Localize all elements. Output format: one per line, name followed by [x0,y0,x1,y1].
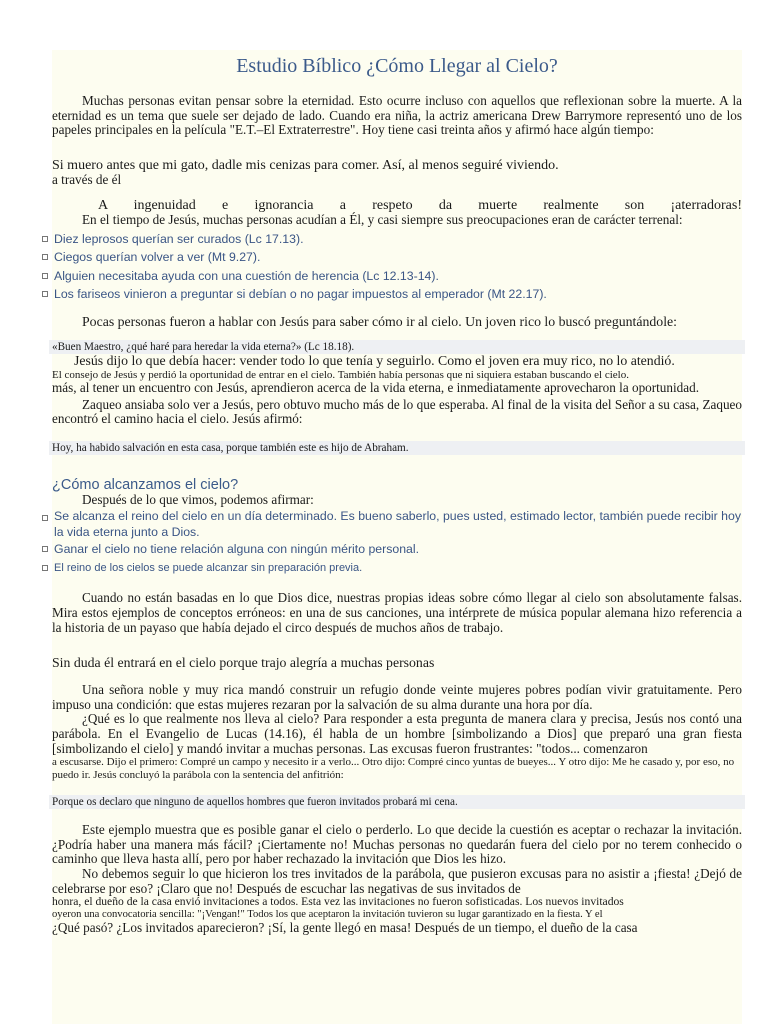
checkbox-glyph-icon [42,515,48,521]
paragraph-false-ideas: Cuando no están basadas en lo que Dios dice, nuestras propias ideas sobre cómo llegar al cielo son absolutamente falsas. Mira estos ejemplos de conceptos erróneos: en una de sus canciones, una intérprete de música popular alemana hizo referencia a la historia de un payaso que había dejado el circo después de muchos años de trabajo. [52,590,742,635]
quote-rich-young-man: «Buen Maestro, ¿qué haré para heredar la vida eterna?» (Lc 18.18). [49,340,745,354]
paragraph-few-people: Pocas personas fueron a hablar con Jesús para saber cómo ir al cielo. Un joven rico lo buscó preguntándole: [82,313,677,329]
checkbox-glyph-icon [42,236,48,242]
quote-barrymore-line1: Si muero antes que mi gato, dadle mis cenizas para comer. Así, al menos seguiré viviendo. [52,157,559,173]
list-how-to-reach [52,509,742,577]
paragraph-excuses: a escusarse. Dijo el primero: Compré un campo y necesito ir a verlo... Otro dijo: Compré cinco yuntas de bueyes... Y otro dijo: Me he casado y, por eso, no puedo ir. Jesús concluyó la parábola con la sentencia del anfitrión: [52,756,735,781]
paragraph-host-invites: honra, el dueño de la casa envió invitaciones a todos. Esta vez las invitaciones no fueron sofisticadas. Los nuevos invitados [52,895,624,909]
quote-salvation: Hoy, ha habido salvación en esta casa, porque también este es hijo de Abraham. [49,441,745,455]
list-item: Se alcanza el reino del cielo en un día determinado. Es bueno saberlo, pues usted, estimado lector, también puede recibir hoy la vida eterna junto a Dios. [42,509,742,540]
paragraph-jesus-time: En el tiempo de Jesús, muchas personas acudían a Él, y casi siempre sus preocupaciones eran de carácter terrenal: [82,212,683,228]
list-item: Ganar el cielo no tiene relación alguna con ningún mérito personal. [42,540,742,559]
paragraph-we-can-affirm: Después de lo que vimos, podemos afirmar: [82,491,314,507]
quote-barrymore-line2: a través de él [52,171,122,187]
paragraph-parable: ¿Qué es lo que realmente nos lleva al cielo? Para responder a esta pregunta de manera clara y precisa, Jesús nos contó una parábola. En el Evangelio de Lucas (14.16), él habla de un hombre [simbolizando a Dios] que preparó una gran fiesta [simbolizando el cielo] y mandó invitar a muchas personas. Las excusas fueron frustrantes: "todos... comenzaron [52,711,742,756]
document-page [52,50,742,1024]
list-item: Diez leprosos querían ser curados (Lc 17.13). [42,230,742,249]
paragraph-ignorance: A ingenuidad e ignorancia a respeto da muerte realmente son ¡aterradoras! [98,198,742,214]
paragraph-simple-call: oyeron una convocatoria sencilla: "¡Vengan!" Todos los que aceptaron la invitación tuvieron su lugar garantizado en la fiesta. Y el [52,908,603,920]
paragraph-learned-eternal-life: más, al tener un encuentro con Jesús, aprendieron acerca de la vida eterna, e inmediatamente aprovecharon la oportunidad. [52,380,699,396]
list-item: Los fariseos vinieron a preguntar si debían o no pagar impuestos al emperador (Mt 22.17). [42,285,742,304]
paragraph-noble-lady: Una señora noble y muy rica mandó construir un refugio donde veinte mujeres pobres podían vivir gratuitamente. Pero impuso una condición: que estas mujeres rezaran por la salvación de su alma durante una hora por día. [52,682,742,712]
paragraph-what-happened: ¿Qué pasó? ¿Los invitados aparecieron? ¡Sí, la gente llegó en masa! Después de un tiempo, el dueño de la casa [52,920,638,936]
list-item: El reino de los cielos se puede alcanzar sin preparación previa. [42,559,742,578]
paragraph-three-guests: No debemos seguir lo que hicieron los tres invitados de la parábola, que pusieron excusas para no asistir a ¡fiesta! ¿Dejó de celebrarse por eso? ¡Claro que no! Después de escuchar las negativas de sus invitados de [52,865,742,896]
quote-clown: Sin duda él entrará en el cielo porque trajo alegría a muchas personas [52,655,435,671]
list-item: Alguien necesitaba ayuda con una cuestión de herencia (Lc 12.13-14). [42,267,742,286]
paragraph-zaqueo: Zaqueo ansiaba solo ver a Jesús, pero obtuvo mucho más de lo que esperaba. Al final de la visita del Señor a su casa, Zaqueo encontró el camino hacia el cielo. Jesús afirmó: [52,396,742,427]
paragraph-jesus-said: Jesús dijo lo que debía hacer: vender todo lo que tenía y seguirlo. Como el joven era muy rico, no lo atendió. [74,352,675,368]
list-item: Ciegos querían volver a ver (Mt 9.27). [42,248,742,267]
list-earthly-concerns [52,230,742,304]
checkbox-glyph-icon [42,273,48,279]
section-heading: ¿Cómo alcanzamos el cielo? [52,476,239,493]
paragraph-example: Este ejemplo muestra que es posible ganar el cielo o perderlo. Lo que decide la cuestión es aceptar o rechazar la invitación. ¿Podría haber una manera más fácil? ¡Ciertamente no! Muchas personas no quedarán fuera del cielo por no terem conhecido o caminho que lleva hasta allí, pero por haber rechazado la invitación que Dios les hizo. [52,822,742,867]
document-title: Estudio Bíblico ¿Cómo Llegar al Cielo? [236,55,558,77]
checkbox-glyph-icon [42,546,48,552]
quote-dinner: Porque os declaro que ninguno de aquellos hombres que fueron invitados probará mi cena. [49,795,745,809]
paragraph-intro: Muchas personas evitan pensar sobre la eternidad. Esto ocurre incluso con aquellos que reflexionan sobre la muerte. A la eternidad es un tema que suele ser dejado de lado. Cuando era niña, la actriz americana Drew Barrymore representó uno de los papeles principales en la película "E.T.–El Extraterrestre". Hoy tiene casi treinta años y afirmó hace algún tiempo: [52,93,742,138]
checkbox-glyph-icon [42,291,48,297]
checkbox-glyph-icon [42,254,48,260]
checkbox-glyph-icon [42,565,48,571]
paragraph-lost-opportunity: El consejo de Jesús y perdió la oportunidad de entrar en el cielo. También había personas que ni siquiera estaban buscando el cielo. [52,368,629,381]
